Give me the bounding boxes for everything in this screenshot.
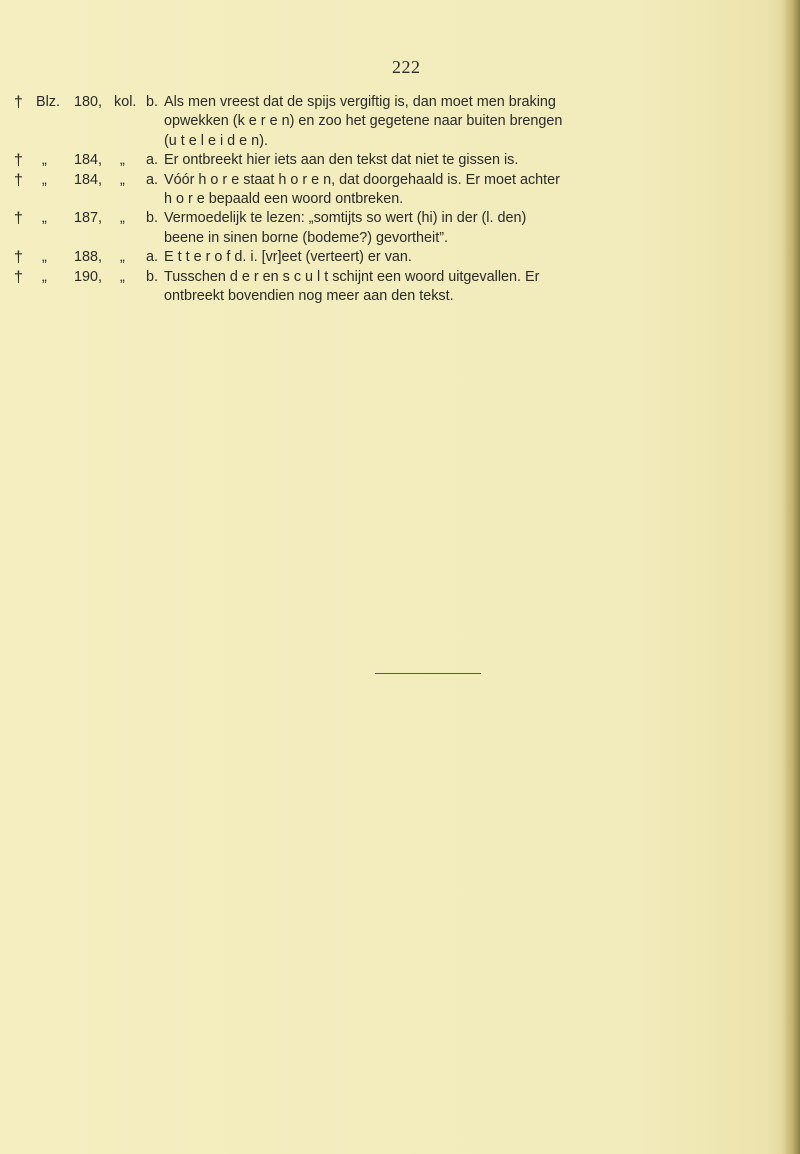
column-side: a. [146,152,159,169]
page-edge-shadow [782,0,800,1154]
column-side: a. [146,171,159,188]
errata-text-line: Als men vreest dat de spijs vergiftig is, dan moet men braking [164,94,556,110]
dagger-mark: † [14,152,23,170]
ditto-mark: „ [42,249,47,266]
dagger-mark: † [14,249,23,267]
page-reference-label: Blz. [36,94,60,110]
errata-entry [14,151,714,170]
page-reference-number: 188, [74,249,103,266]
page-number: 222 [392,57,421,77]
dagger-mark: † [14,268,23,286]
errata-text-line: h o r e bepaald een woord ontbreken. [164,191,404,208]
errata-text-line: ontbreekt bovendien nog meer aan den tekst. [164,288,454,305]
errata-text-line: Vóór h o r e staat h o r e n, dat doorgehaald is. Er moet achter [164,171,560,188]
ditto-mark: „ [120,171,125,188]
ditto-mark: „ [42,210,47,227]
ditto-mark: „ [42,152,47,169]
column-reference-label: kol. [114,94,137,110]
page-reference-number: 187, [74,210,103,227]
errata-text [164,209,714,248]
errata-text-line: Er ontbreekt hier iets aan den tekst dat niet te gissen is. [164,152,519,169]
ditto-mark: „ [120,152,125,169]
column-side: b. [146,210,159,227]
errata-entry [14,171,714,210]
page-reference-number: 184, [74,171,103,188]
errata-text [164,93,714,151]
dagger-mark: † [14,210,23,228]
dagger-mark: † [14,171,23,189]
errata-entry [14,93,714,151]
ditto-mark: „ [120,249,125,266]
dagger-mark: † [14,94,23,111]
ditto-mark: „ [120,268,125,285]
closing-rule [375,673,481,674]
column-side: a. [146,249,159,266]
errata-text-line: Vermoedelijk te lezen: „somtijts so wert (hi) in der (l. den) [164,210,527,227]
page-reference-number: 180, [74,94,103,110]
errata-list [14,93,714,306]
errata-text [164,268,714,307]
errata-text [164,248,714,267]
ditto-mark: „ [42,268,47,285]
page-reference-number: 190, [74,268,103,285]
errata-text-line: Tusschen d e r en s c u l t schijnt een woord uitgevallen. Er [164,268,540,285]
errata-entry [14,248,714,267]
column-side: b. [146,268,159,285]
ditto-mark: „ [42,171,47,188]
page-reference-number: 184, [74,152,103,169]
errata-entry [14,209,714,248]
errata-text [164,171,714,210]
errata-text-line: (u t e l e i d e n). [164,132,268,149]
errata-text [164,151,714,170]
errata-entry [14,268,714,307]
errata-text-line: E t t e r o f d. i. [vr]eet (verteert) er van. [164,249,412,266]
errata-text-line: beene in sinen borne (bodeme?) gevortheit”. [164,229,448,246]
errata-text-line: opwekken (k e r e n) en zoo het gegetene naar buiten brengen [164,113,563,130]
column-side: b. [146,94,159,110]
ditto-mark: „ [120,210,125,227]
